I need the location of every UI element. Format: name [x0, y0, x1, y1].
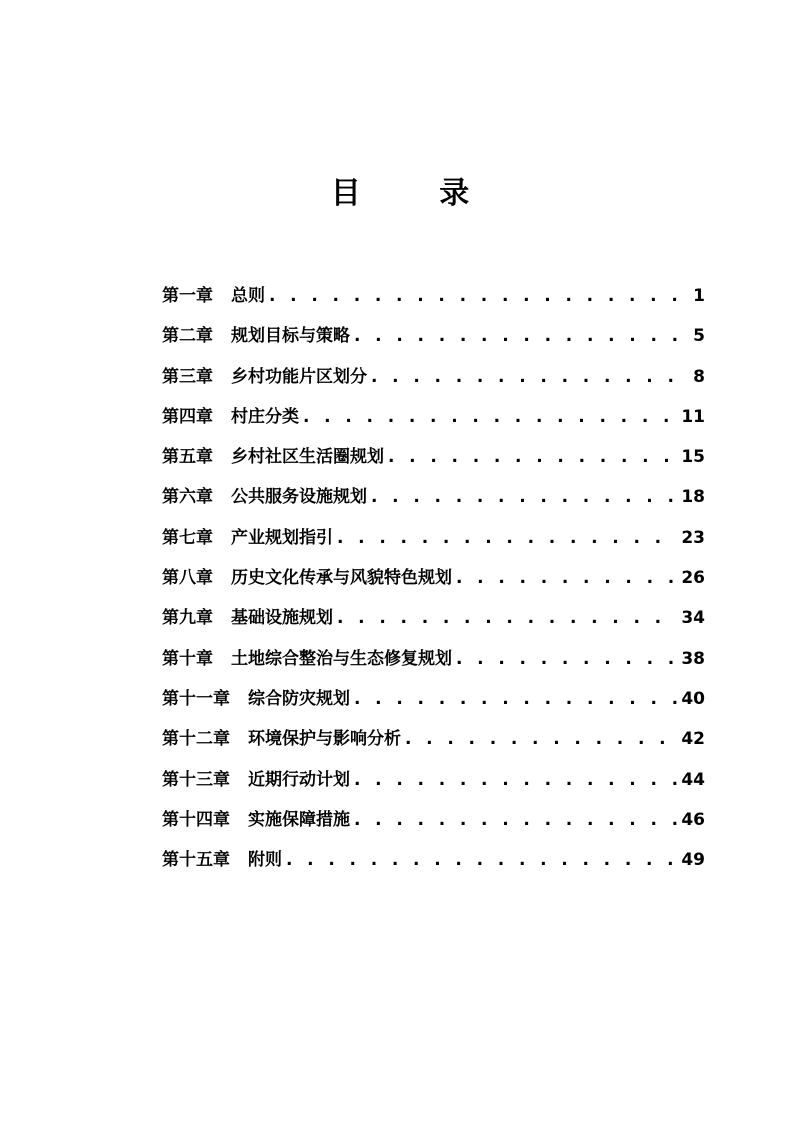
toc-page-number: 49 — [681, 850, 705, 871]
toc-entry[interactable] — [162, 725, 705, 765]
toc-chapter-number: 第十三章 — [162, 769, 230, 790]
toc-chapter-title: 附则 — [248, 850, 282, 871]
toc-dot-leader — [354, 766, 677, 794]
toc-chapter-number: 第二章 — [162, 326, 213, 347]
toc-dot-leader — [337, 604, 677, 632]
toc-entry[interactable] — [162, 766, 705, 806]
toc-chapter-title: 近期行动计划 — [248, 769, 350, 790]
toc-dot-leader — [371, 483, 677, 511]
toc-chapter-number: 第十章 — [162, 648, 213, 669]
toc-entry[interactable] — [162, 403, 705, 443]
toc-chapter-title: 规划目标与策略 — [231, 326, 350, 347]
toc-entry[interactable] — [162, 645, 705, 685]
toc-dot-leader — [388, 443, 677, 471]
toc-page-number: 1 — [693, 286, 705, 306]
toc-entry[interactable] — [162, 322, 705, 362]
toc-chapter-title: 乡村社区生活圈规划 — [231, 447, 384, 468]
toc-dot-leader — [337, 524, 677, 552]
toc-chapter-title: 环境保护与影响分析 — [248, 729, 401, 750]
toc-entry[interactable] — [162, 443, 705, 483]
toc-entry[interactable] — [162, 604, 705, 644]
toc-page-number: 18 — [681, 487, 705, 508]
toc-chapter-title: 综合防灾规划 — [248, 688, 350, 709]
toc-entry[interactable] — [162, 363, 705, 403]
toc-chapter-number: 第十一章 — [162, 688, 230, 709]
toc-page-number: 8 — [693, 366, 705, 387]
toc-chapter-title: 总则 — [231, 286, 265, 306]
toc-dot-leader — [286, 846, 677, 874]
toc-chapter-number: 第三章 — [162, 366, 213, 387]
toc-heading: 目 录 — [330, 176, 504, 211]
toc-chapter-title: 村庄分类 — [231, 406, 299, 427]
toc-chapter-number: 第四章 — [162, 406, 213, 427]
toc-chapter-title: 公共服务设施规划 — [231, 487, 367, 508]
toc-entry[interactable] — [162, 524, 705, 564]
toc-chapter-title: 产业规划指引 — [231, 527, 333, 548]
toc-chapter-number: 第十二章 — [162, 729, 230, 750]
toc-dot-leader — [303, 403, 677, 431]
toc-chapter-number: 第五章 — [162, 447, 213, 468]
toc-page-number: 23 — [681, 527, 705, 548]
toc-chapter-number: 第十五章 — [162, 850, 230, 871]
toc-page-number: 11 — [681, 406, 705, 427]
toc-chapter-number: 第一章 — [162, 286, 213, 306]
toc-entry[interactable] — [162, 846, 705, 886]
toc-list — [162, 282, 705, 886]
toc-page-number: 42 — [681, 729, 705, 750]
toc-dot-leader — [354, 322, 689, 350]
toc-entry[interactable] — [162, 483, 705, 523]
toc-chapter-title: 乡村功能片区划分 — [231, 366, 367, 387]
toc-dot-leader — [354, 685, 677, 713]
toc-dot-leader — [456, 564, 677, 592]
toc-dot-leader — [269, 282, 689, 310]
toc-dot-leader — [405, 725, 677, 753]
toc-entry[interactable] — [162, 806, 705, 846]
toc-chapter-title: 历史文化传承与风貌特色规划 — [231, 568, 452, 589]
toc-page-number: 15 — [681, 447, 705, 468]
toc-dot-leader — [354, 806, 677, 834]
toc-page-number: 26 — [681, 568, 705, 589]
toc-chapter-number: 第九章 — [162, 608, 213, 629]
toc-entry[interactable] — [162, 282, 705, 322]
toc-dot-leader — [456, 645, 677, 673]
toc-page-number: 46 — [681, 809, 705, 830]
toc-page-number: 34 — [681, 608, 705, 629]
toc-chapter-number: 第七章 — [162, 527, 213, 548]
toc-chapter-number: 第六章 — [162, 487, 213, 508]
toc-chapter-number: 第十四章 — [162, 809, 230, 830]
toc-chapter-title: 土地综合整治与生态修复规划 — [231, 648, 452, 669]
toc-page-number: 40 — [681, 688, 705, 709]
toc-chapter-title: 基础设施规划 — [231, 608, 333, 629]
toc-dot-leader — [371, 363, 689, 391]
toc-chapter-number: 第八章 — [162, 568, 213, 589]
toc-chapter-title: 实施保障措施 — [248, 809, 350, 830]
toc-page-number: 44 — [681, 769, 705, 790]
toc-entry[interactable] — [162, 564, 705, 604]
toc-page-number: 5 — [693, 326, 705, 347]
toc-entry[interactable] — [162, 685, 705, 725]
toc-page-number: 38 — [681, 648, 705, 669]
